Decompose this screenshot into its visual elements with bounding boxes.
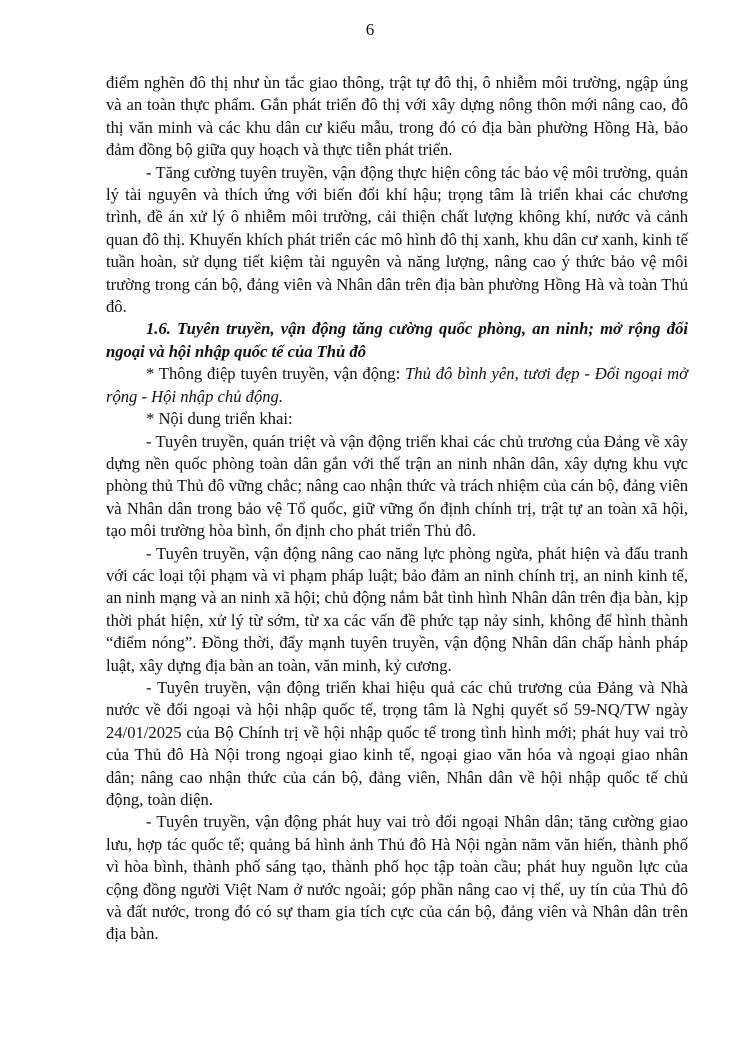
content-label: * Nội dung triển khai:	[146, 409, 293, 429]
paragraph-people-diplomacy: - Tuyên truyền, vận động phát huy vai trò đối ngoại Nhân dân; tăng cường giao lưu, hợp tác quốc tế; quảng bá hình ảnh Thủ đô Hà Nội ngàn năm văn hiến, thành phố vì hòa bình, thành phố sáng tạo, thành phố học tập toàn cầu; phát huy nguồn lực của cộng đồng người Việt Nam ở nước ngoài; góp phần nâng cao vị thế, uy tín của Thủ đô và đất nước, trong đó có sự tham gia tích cực của cán bộ, đảng viên và Nhân dân trên địa bàn.	[106, 812, 688, 944]
page-number: 6	[365, 20, 375, 39]
paragraph-foreign-affairs: - Tuyên truyền, vận động triển khai hiệu quả các chủ trương của Đảng và Nhà nước về đối ngoại và hội nhập quốc tế, trọng tâm là Nghị quyết số 59-NQ/TW ngày 24/01/2025 của Bộ Chính trị về hội nhập quốc tế trong tình hình mới; phát huy vai trò của Thủ đô Hà Nội trong ngoại giao kinh tế, ngoại giao văn hóa và ngoại giao nhân dân; nâng cao nhận thức của cán bộ, đảng viên, Nhân dân về hội nhập quốc tế chủ động, toàn diện.	[106, 677, 688, 809]
message-paragraph	[106, 363, 688, 408]
section-heading: 1.6. Tuyên truyền, vận động tăng cường quốc phòng, an ninh; mở rộng đối ngoại và hội nhập quốc tế của Thủ đô	[106, 319, 688, 361]
paragraph-defense: - Tuyên truyền, quán triệt và vận động triển khai các chủ trương của Đảng về xây dựng nền quốc phòng toàn dân gắn với thế trận an ninh nhân dân, xây dựng khu vực phòng thủ Thủ đô vững chắc; nâng cao nhận thức và trách nhiệm của cán bộ, đảng viên và Nhân dân trong bảo vệ Tổ quốc, giữ vững ổn định chính trị, trật tự an toàn xã hội, tạo môi trường hòa bình, ổn định cho phát triển Thủ đô.	[106, 431, 688, 541]
document-body	[106, 72, 688, 946]
message-text: Thủ đô bình yên, tươi đẹp - Đối ngoại mở rộng - Hội nhập chủ động.	[106, 364, 689, 406]
paragraph-security: - Tuyên truyền, vận động nâng cao năng lực phòng ngừa, phát hiện và đấu tranh với các loại tội phạm và vi phạm pháp luật; bảo đảm an ninh chính trị, an ninh kinh tế, an ninh mạng và an ninh xã hội; chủ động nắm bắt tình hình Nhân dân trên địa bàn, kịp thời phát hiện, xử lý từ sớm, từ xa các vấn đề phức tạp nảy sinh, không để hình thành “điểm nóng”. Đồng thời, đẩy mạnh tuyên truyền, vận động Nhân dân chấp hành pháp luật, xây dựng địa bàn an toàn, văn minh, kỷ cương.	[106, 543, 688, 675]
paragraph-continuation: điểm nghẽn đô thị như ùn tắc giao thông, trật tự đô thị, ô nhiễm môi trường, ngập úng và an toàn thực phẩm. Gắn phát triển đô thị với xây dựng nông thôn mới nâng cao, đô thị văn minh và các khu dân cư kiểu mẫu, trong đó có địa bàn phường Hồng Hà, bảo đảm đồng bộ giữa quy hoạch và thực tiễn phát triển.	[106, 73, 688, 160]
paragraph-environment: - Tăng cường tuyên truyền, vận động thực hiện công tác bảo vệ môi trường, quản lý tài nguyên và thích ứng với biến đổi khí hậu; trọng tâm là triển khai các chương trình, đề án xử lý ô nhiễm môi trường, cải thiện chất lượng không khí, nước và cảnh quan đô thị. Khuyến khích phát triển các mô hình đô thị xanh, khu dân cư xanh, kinh tế tuần hoàn, sử dụng tiết kiệm tài nguyên và năng lượng, nâng cao ý thức bảo vệ môi trường trong cán bộ, đảng viên và Nhân dân trên địa bàn phường Hồng Hà và toàn Thủ đô.	[106, 162, 688, 317]
message-label: * Thông điệp tuyên truyền, vận động:	[146, 364, 406, 384]
